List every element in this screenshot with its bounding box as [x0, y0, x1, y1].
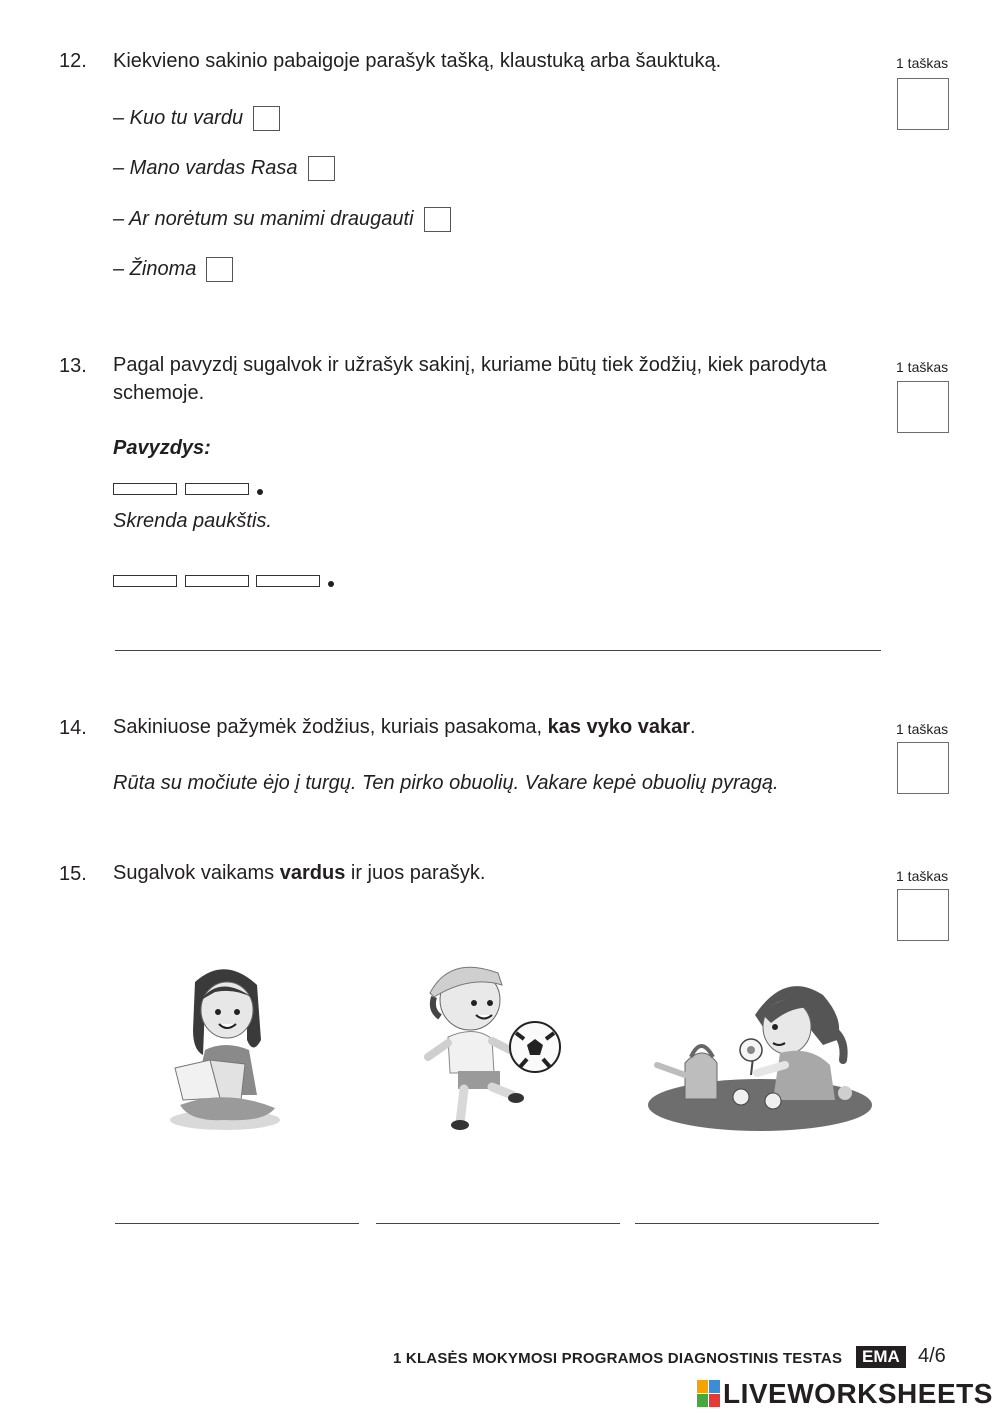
q13-instruction-line2: schemoje. — [113, 382, 205, 404]
q13-word-box-3 — [256, 575, 320, 587]
q12-item-1-text: – Kuo tu vardu — [113, 107, 244, 129]
liveworksheets-logo — [697, 1378, 993, 1410]
girl-reading-illustration — [165, 960, 285, 1135]
q12-item-4-answer-box[interactable] — [206, 257, 233, 282]
q14-instruction — [113, 713, 696, 741]
q12-item-4-text: – Žinoma — [113, 258, 197, 280]
q15-number: 15. — [59, 863, 87, 885]
q12-item-2-text: – Mano vardas Rasa — [113, 157, 298, 179]
footer-badge: EMA — [856, 1346, 906, 1368]
q15-answer-line-3[interactable] — [635, 1223, 879, 1224]
q12-item-4 — [113, 257, 233, 282]
q14-score-box — [897, 742, 949, 794]
q12-item-2 — [113, 156, 335, 181]
q13-example-word-box-2 — [185, 483, 249, 495]
q13-example-period-dot — [257, 489, 263, 495]
q14-instruction-prefix: Sakiniuose pažymėk žodžius, kuriais pasakoma, — [113, 716, 548, 738]
q12-item-3-text: – Ar norėtum su manimi draugauti — [113, 208, 414, 230]
q12-item-1 — [113, 106, 280, 131]
q12-item-2-answer-box[interactable] — [308, 156, 335, 181]
q14-sentences[interactable]: Rūta su močiute ėjo į turgų. Ten pirko obuolių. Vakare kepė obuolių pyragą. — [113, 772, 779, 794]
q12-score-box — [897, 78, 949, 130]
q12-points: 1 taškas — [896, 55, 949, 71]
q13-score-box — [897, 381, 949, 433]
q14-instruction-bold: kas vyko vakar — [547, 716, 690, 738]
q14-number: 14. — [59, 717, 87, 739]
q13-example-sentence: Skrenda paukštis. — [113, 510, 272, 532]
footer-title: 1 KLASĖS MOKYMOSI PROGRAMOS DIAGNOSTINIS TESTAS — [393, 1350, 843, 1367]
liveworksheets-brand: LIVEWORKSHEETS — [723, 1378, 993, 1409]
boy-football-illustration — [420, 955, 565, 1135]
q13-word-box-1 — [113, 575, 177, 587]
q13-answer-line[interactable] — [115, 650, 881, 651]
q14-points: 1 taškas — [896, 721, 949, 737]
liveworksheets-logo-icon — [697, 1380, 721, 1408]
q12-number: 12. — [59, 50, 87, 72]
q12-item-1-answer-box[interactable] — [253, 106, 280, 131]
q15-answer-line-2[interactable] — [376, 1223, 620, 1224]
q15-instruction — [113, 859, 485, 887]
q13-instruction-line1: Pagal pavyzdį sugalvok ir užrašyk sakinį, kuriame būtų tiek žodžių, kiek parodyta — [113, 354, 827, 376]
q14-instruction-suffix: . — [690, 716, 696, 738]
q15-instruction-prefix: Sugalvok vaikams — [113, 862, 280, 884]
q12-item-3 — [113, 207, 451, 232]
q15-instruction-bold: vardus — [279, 862, 346, 884]
q13-word-box-2 — [185, 575, 249, 587]
q15-score-box — [897, 889, 949, 941]
q15-points: 1 taškas — [896, 868, 949, 884]
q13-example-word-box-1 — [113, 483, 177, 495]
girl-gardening-illustration — [645, 965, 875, 1135]
q15-answer-line-1[interactable] — [115, 1223, 359, 1224]
footer-page: 4/6 — [918, 1345, 946, 1367]
q13-points: 1 taškas — [896, 359, 949, 375]
q13-period-dot — [328, 581, 334, 587]
q15-instruction-suffix: ir juos parašyk. — [345, 862, 486, 884]
q12-instruction: Kiekvieno sakinio pabaigoje parašyk tašką, klaustuką arba šauktuką. — [113, 50, 722, 72]
q13-example-label: Pavyzdys: — [113, 437, 211, 459]
q13-number: 13. — [59, 355, 87, 377]
q12-item-3-answer-box[interactable] — [424, 207, 451, 232]
